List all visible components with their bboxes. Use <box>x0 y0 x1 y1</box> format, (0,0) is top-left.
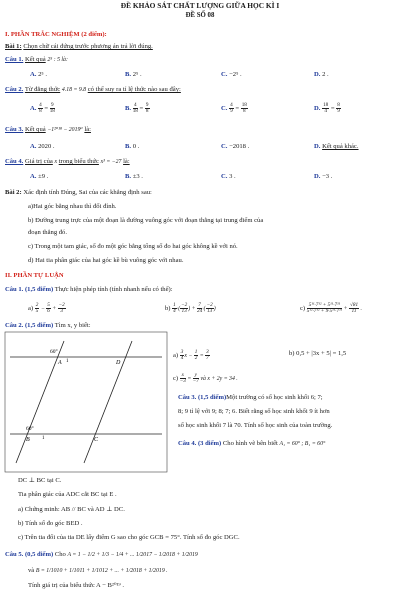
c4-line-6: c) Trên tia đối của tia DE lấy điểm G sao cho góc GCB = 75°. Tính số đo góc DGC. <box>18 534 240 541</box>
point-b: B <box>26 437 30 443</box>
q4-label: Câu 4. <box>5 158 24 165</box>
q4-tail: là: <box>123 158 130 165</box>
q2-opt-c: C. $\frac{4}{9}$ = $\frac{18}{8}$ <box>221 102 247 115</box>
q4-opt-a: A. ±9 . <box>30 173 49 180</box>
q1-opt-d: D. 2 . <box>314 71 329 78</box>
c3-line-2: 8; 9 tỉ lệ với 9; 8; 7; 6. Biết rằng số học sinh khối 9 ít hơn <box>178 408 330 415</box>
c5-line-2: và B = 1/1010 + 1/1011 + 1/1012 + ... + 1/2018 + 1/2019 . <box>28 567 168 574</box>
c2-text: Tìm x, y biết: <box>54 322 91 329</box>
bai2-item-d: d) Hai tia phân giác của hai góc kề bù vuông góc với nhau. <box>28 257 184 264</box>
part1-heading: I. PHẦN TRẮC NGHIỆM (2 điểm): <box>5 31 107 38</box>
c3-line-1: Câu 3. (1,5 điểm)Một trường có số học sinh khối 6; 7; <box>178 394 323 401</box>
c4-line-4: a) Chứng minh: AB // BC và AD ⊥ DC. <box>18 506 125 513</box>
c1-a: a) $\frac{2}{5}$ − $\frac{5}{6}$ + $\frac{-2}{3}$ <box>28 302 65 315</box>
point-c: C <box>94 437 99 443</box>
c4-line-3: Tia phân giác của ADC cắt BC tại E . <box>18 491 117 498</box>
q4-stem-line <box>5 158 130 166</box>
geometry-figure <box>4 331 168 473</box>
c2-b: b) 0,5 + |3x + 5| = 1,5 <box>289 350 347 357</box>
c1-c: c) $\frac{\text{5¹¹·7¹² + 5¹¹·7¹¹}}{\text{5¹²·7¹² + 9·5¹¹·7¹¹}}$ + $\frac{√81}{11}$ . <box>300 302 362 315</box>
c5-expr-b: B = 1/1010 + 1/1011 + 1/1012 + ... + 1/2018 + 1/2019 . <box>35 568 168 574</box>
q2-opt-b: B. $\frac{4}{18}$ = $\frac{9}{8}$ <box>125 102 149 115</box>
q3-opt-d: D. Kết quả khác. <box>314 143 359 150</box>
exam-title: ĐỀ KHẢO SÁT CHẤT LƯỢNG GIỮA HỌC KÌ I <box>120 1 280 10</box>
c2-a: a) $\frac{3}{4}$ x − $\frac{1}{2}$ = $\frac{3}{7}$ <box>173 349 209 362</box>
q3-label: Câu 3. <box>5 126 24 133</box>
c4-label: Câu 4. (3 điểm) <box>178 440 222 447</box>
bai2-label: Bài 2: <box>5 189 22 196</box>
c4-line-5: b) Tính số đo góc BED . <box>18 520 83 527</box>
q3-stem-line <box>5 126 91 134</box>
q2-stem: Từ đẳng thức <box>24 86 61 93</box>
q4-opt-c: C. 3 . <box>221 173 236 180</box>
q2-label: Câu 2. <box>5 86 24 93</box>
bai1-line <box>5 43 153 51</box>
q4-var: x <box>54 159 58 165</box>
q4-expr: x³ = −27 <box>100 159 122 165</box>
digit-1-bottom: 1 <box>42 436 45 441</box>
digit-1-top: 1 <box>66 359 69 364</box>
bai2-item-b-cont: đoạn thẳng đó. <box>28 229 68 236</box>
c1-b: b) $\frac{1}{4}$ ·( $\frac{-2}{13}$ ) + $\frac{7}{24}$ ·( $\frac{-2}{13}$ ) <box>165 302 216 315</box>
angle-a-label: 60° <box>50 349 58 355</box>
q1-stem: Kết quả <box>24 56 46 63</box>
q4-opt-d: D. −3 . <box>314 173 333 180</box>
q1-opt-b: B. 2⁵ . <box>125 71 142 78</box>
q2-tail: có thể suy ra tỉ lệ thức nào sau đây: <box>87 86 181 93</box>
point-d: D <box>116 360 121 366</box>
q2-opt-d: D. $\frac{18}{4}$ = $\frac{8}{9}$ <box>314 102 340 115</box>
q1-label: Câu 1. <box>5 56 24 63</box>
q2-expr: 4.18 = 9.8 <box>61 87 87 93</box>
q1-stem-line <box>5 56 68 64</box>
c5-ask: Tính giá trị của biểu thức A − B²⁰¹⁹ . <box>28 582 125 589</box>
bai2-text: Xác định tính Đúng, Sai của các khẳng định sau: <box>23 189 152 196</box>
q1-opt-a: A. 2⁵ . <box>30 71 47 78</box>
angle-b-label: 60° <box>26 426 34 432</box>
q3-opt-b: B. 0 . <box>125 143 140 150</box>
c1-line <box>5 286 173 294</box>
q3-stem: Kết quả <box>24 126 46 133</box>
bai2-line <box>5 189 152 197</box>
c4-line-2: DC ⊥ BC tại C. <box>18 477 62 484</box>
c4-line-1: Câu 4. (3 điểm) Cho hình vẽ bên biết A₁ = 60° ; B₁ = 60° <box>178 440 326 447</box>
c3-line-3: số học sinh khối 7 là 70. Tính số học sinh của toàn trường. <box>178 422 333 429</box>
c2-line <box>5 322 91 330</box>
q2-stem-line <box>5 86 181 94</box>
c1-label: Câu 1. (1,5 điểm) <box>5 286 54 293</box>
c5-label: Câu 5. (0,5 điểm) <box>5 551 54 558</box>
c5-expr-a: A = 1 − 1/2 + 1/3 − 1/4 + ... 1/2017 − 1/2018 + 1/2019 <box>67 552 198 558</box>
c2-c: c) $\frac{x}{-3}$ = $\frac{y}{-7}$ và x + 2y = 34 . <box>173 372 238 385</box>
c2-label: Câu 2. (1,5 điểm) <box>5 322 54 329</box>
q3-expr: −1²⁰¹⁸ − 2019⁰ <box>47 127 83 133</box>
part2-heading: II. PHẦN TỰ LUẬN <box>5 272 64 279</box>
c3-label: Câu 3. (1,5 điểm) <box>178 394 227 401</box>
bai2-item-a: a)Hai góc bằng nhau thì đối đỉnh. <box>28 203 117 210</box>
q4-mid: trong biểu thức <box>58 158 99 165</box>
bai2-item-c: c) Trong một tam giác, số đo một góc bằng tổng số đo hai góc không kề với nó. <box>28 243 238 250</box>
q1-expr: 2⁵ : 5 là: <box>47 57 68 63</box>
point-a: A <box>58 360 62 366</box>
bai1-text: Chọn chữ cái đứng trước phương án trả lời đúng. <box>23 43 153 50</box>
q3-tail: là: <box>84 126 91 133</box>
bai1-label: Bài 1: <box>5 43 22 50</box>
c5-line-1: Câu 5. (0,5 điểm) Cho A = 1 − 1/2 + 1/3 − 1/4 + ... 1/2017 − 1/2018 + 1/2019 <box>5 551 198 558</box>
q1-opt-c: C. −2⁵ . <box>221 71 242 78</box>
q4-stem: Giá trị của <box>24 158 53 165</box>
bai2-item-b: b) Đường trung trực của một đoạn là đường vuông góc với đoạn thẳng tại trung điểm của <box>28 217 264 224</box>
q3-opt-a: A. 2020 . <box>30 143 55 150</box>
exam-number: ĐỀ SỐ 08 <box>185 12 215 19</box>
c1-text: Thực hiện phép tính (tính nhanh nếu có thể): <box>54 286 173 293</box>
q2-opt-a: A. $\frac{4}{8}$ = $\frac{9}{18}$ <box>30 102 55 115</box>
q4-opt-b: B. ±3 . <box>125 173 143 180</box>
q3-opt-c: C. −2018 . <box>221 143 250 150</box>
